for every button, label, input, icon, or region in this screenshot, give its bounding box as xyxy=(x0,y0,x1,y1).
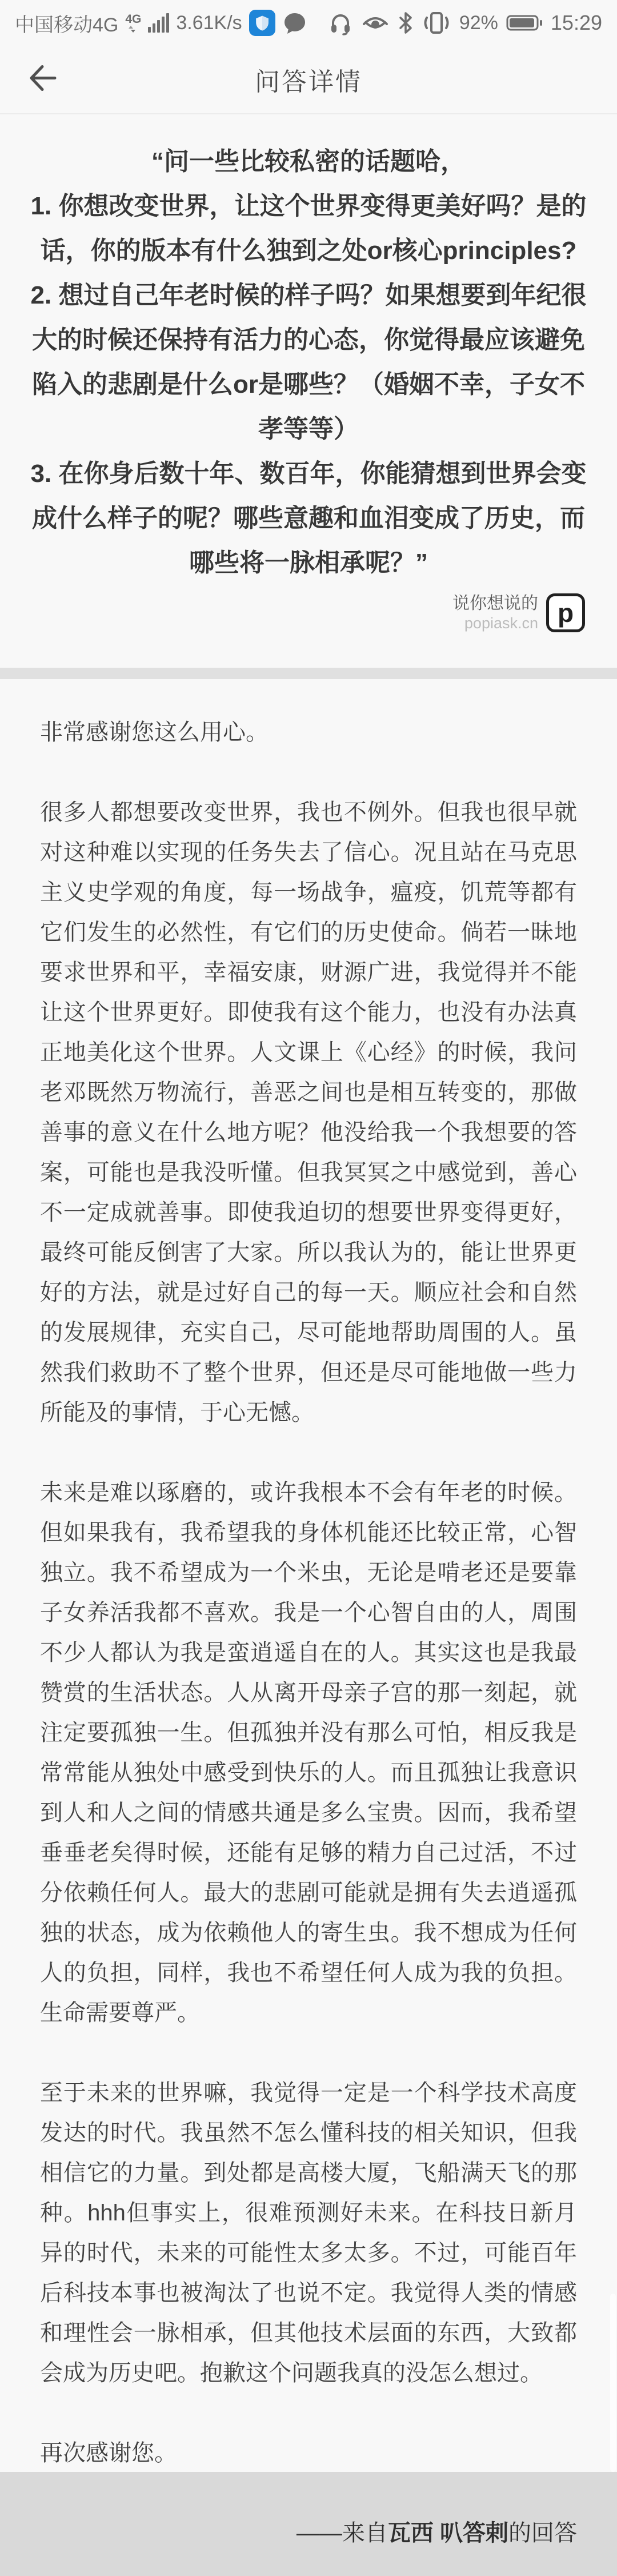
answer-text xyxy=(0,679,617,2576)
clock-label: 15:29 xyxy=(550,11,602,34)
question-item-2: 2. 想过自己年老时候的样子吗？如果想要到年纪很大的时候还保持有活力的心态，你觉得最应该避免陷入的悲剧是什么or是哪些？（婚姻不幸，子女不孝等等） xyxy=(30,281,587,443)
signal-bars-icon xyxy=(148,13,169,33)
question-item-3: 3. 在你身后数十年、数百年，你能猜想到世界会变成什么样子的呢？哪些意趣和血泪变成了历史，而哪些将一脉相承呢？” xyxy=(30,460,587,577)
answer-paragraph-1: 非常感谢您这么用心。 xyxy=(40,720,269,745)
answer-paragraph-5: 再次感谢您。 xyxy=(40,2441,177,2466)
watermark-slogan: 说你想说的 xyxy=(452,594,538,613)
eye-protection-icon xyxy=(361,10,390,35)
bluetooth-icon xyxy=(398,10,414,35)
answer-paragraph-3: 未来是难以琢磨的，或许我根本不会有年老的时候。但如果我有，我希望我的身体机能还比较正常，心智独立。我不希望成为一个米虫，无论是啃老还是要靠子女养活我都不喜欢。我是一个心智自由的人，周围不少人都认为我是蛮逍遥自在的人。其实这也是我最赞赏的生活状态。人从离开母亲子宫的那一刻起，就注定要孤独一生。但孤独并没有那么可怕，相反我是常常能从独处中感受到快乐的人。而且孤独让我意识到人和人之间的情感共通是多么宝贵。因而，我希望垂垂老矣得时候，还能有足够的精力自己过活，不过分依赖任何人。最大的悲剧可能就是拥有失去逍遥孤独的状态，成为依赖他人的寄生虫。我不想成为任何人的负担，同样，我也不希望任何人成为我的负担。生命需要尊严。 xyxy=(40,1480,577,2026)
shield-glyph-icon xyxy=(253,13,272,33)
question-item-1: 1. 你想改变世界，让这个世界变得更美好吗？是的话，你的版本有什么独到之处or核心principles? xyxy=(30,192,587,265)
battery-icon xyxy=(506,13,543,33)
updown-arrows-icon xyxy=(128,25,138,33)
status-bar-right xyxy=(328,10,602,35)
scrollbar-thumb[interactable] xyxy=(610,2294,616,2472)
answer-paragraph-2: 很多人都想要改变世界，我也不例外。但我也很早就对这种难以实现的任务失去了信心。况且站在马克思主义史学观的角度，每一场战争，瘟疫，饥荒等都有它们发生的必然性，有它们的历史使命。倘若一昧地要求世界和平，幸福安康，财源广进，我觉得并不能让这个世界更好。即使我有这个能力，也没有办法真正地美化这个世界。人文课上《心经》的时候，我问老邓既然万物流行，善恶之间也是相互转变的，那做善事的意义在什么地方呢？他没给我一个我想要的答案，可能也是我没听懂。但我冥冥之中感觉到，善心不一定成就善事。即使我迫切的想要世界变得更好，最终可能反倒害了大家。所以我认为的，能让世界更好的方法，就是过好自己的每一天。顺应社会和自然的发展规律，充实自己，尽可能地帮助周围的人。虽然我们救助不了整个世界，但还是尽可能地做一些力所能及的事情，于心无憾。 xyxy=(40,800,577,1426)
watermark-domain: popiask.cn xyxy=(464,615,538,632)
section-divider xyxy=(0,668,617,679)
app-watermark xyxy=(0,585,617,632)
popi-logo-icon: p xyxy=(546,593,585,632)
status-bar xyxy=(0,0,617,46)
carrier-label: 中国移动4G xyxy=(15,14,119,36)
page-title: 问答详情 xyxy=(255,68,362,96)
question-intro-line: “问一些比较私密的话题哈， xyxy=(151,147,466,176)
watermark-text xyxy=(452,593,538,632)
headset-icon xyxy=(328,10,353,35)
status-bar-left xyxy=(15,9,307,37)
shield-app-icon xyxy=(249,10,275,36)
answer-attribution xyxy=(40,2513,577,2553)
answer-paragraph-4: 至于未来的世界嘛，我觉得一定是一个科学技术高度发达的时代。我虽然不怎么懂科技的相关知识，但我相信它的力量。到处都是高楼大厦，飞船满天飞的那种。hhh但事实上，很难预测好未来。在科技日新月异的时代，未来的可能性太多太多。不过，可能百年后科技本事也被淘汰了也说不定。我觉得人类的情感和理性会一脉相承，但其他技术层面的东西，大致都会成为历史吧。抱歉这个问题我真的没怎么想过。 xyxy=(40,2080,577,2386)
question-text xyxy=(0,114,617,585)
net-speed-label: 3.61K/s xyxy=(176,11,242,34)
arrow-left-icon xyxy=(25,62,58,95)
back-button[interactable] xyxy=(25,62,58,98)
chat-bubble-icon xyxy=(282,10,307,35)
battery-percent-label: 92% xyxy=(459,11,498,34)
network-type-badge xyxy=(125,13,141,33)
attribution-prefix: ——来自 xyxy=(296,2521,388,2546)
nav-bar xyxy=(0,46,617,114)
author-name: 瓦西 叭答剌 xyxy=(387,2521,508,2546)
vibrate-icon xyxy=(422,10,451,35)
attribution-suffix: 的回答 xyxy=(508,2521,577,2546)
network-4g-label: 4G xyxy=(125,12,142,26)
